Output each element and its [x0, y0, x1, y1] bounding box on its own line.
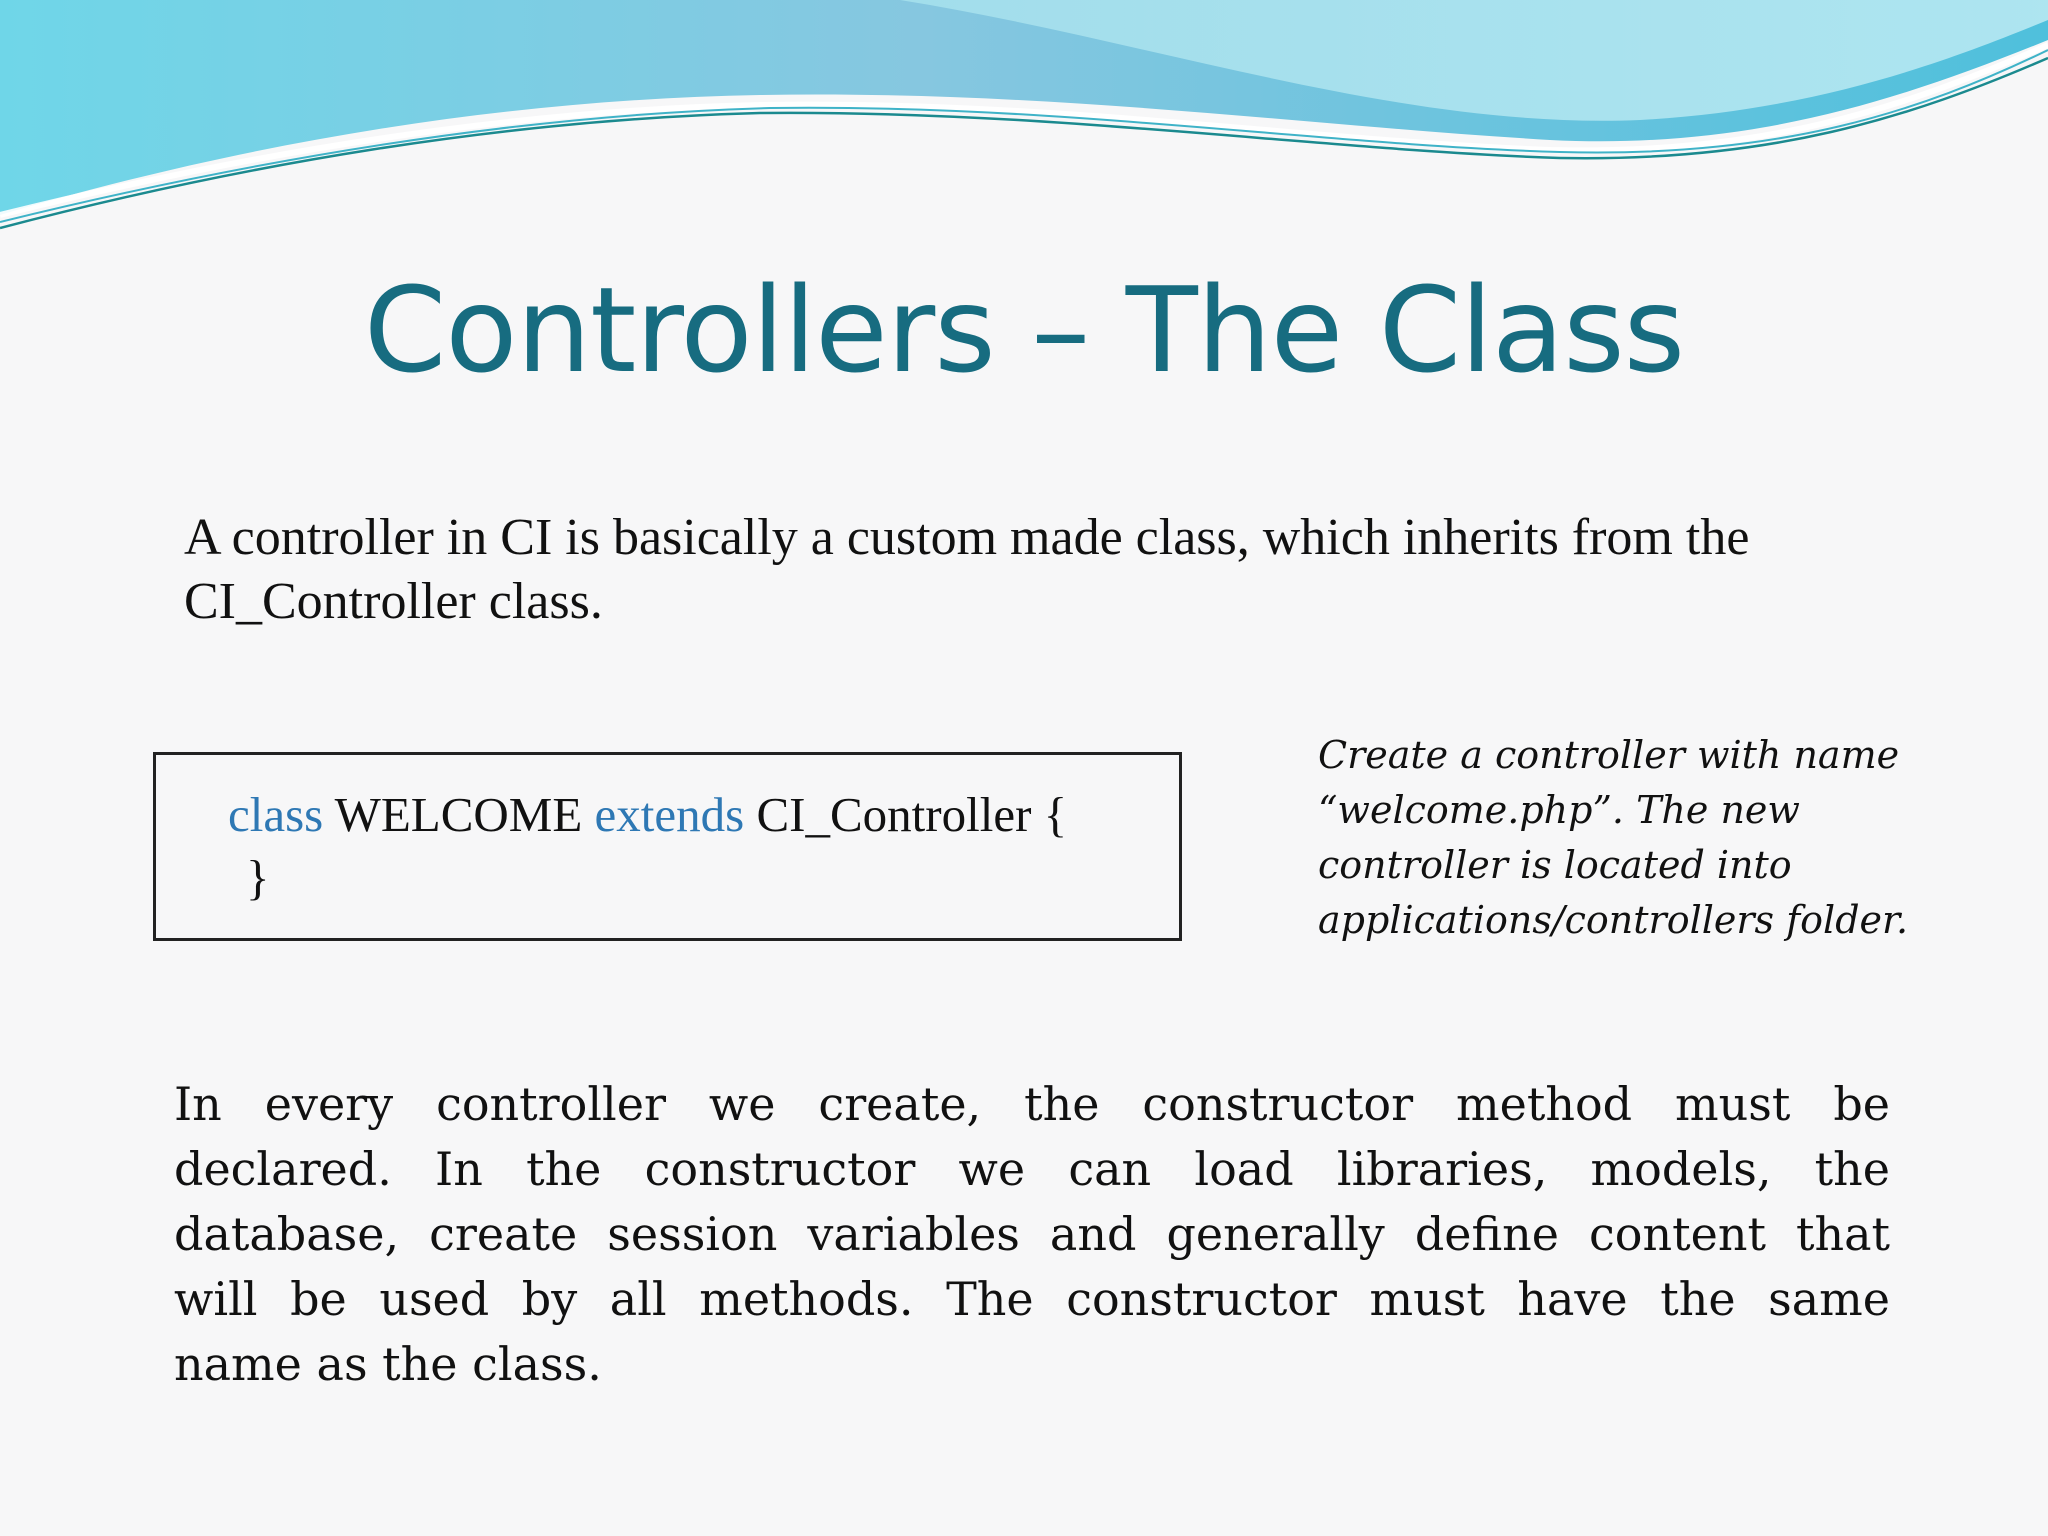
- intro-text: A controller in CI is basically a custom made class, which inherits from the CI_Controller class.: [184, 509, 1750, 630]
- side-note-line: “welcome.php”. The new: [1318, 788, 1800, 832]
- side-note: [1318, 728, 2008, 948]
- side-note-line: Create a controller with name: [1318, 733, 1900, 777]
- body-line: declared. In the constructor we can load libraries, models, the: [174, 1142, 1890, 1196]
- side-note-line: applications/controllers folder.: [1318, 898, 1909, 942]
- body-paragraph: [174, 1072, 1890, 1397]
- body-line: database, create session variables and generally define content that: [174, 1207, 1890, 1261]
- keyword-class: class: [228, 787, 324, 842]
- side-note-line: controller is located into: [1318, 843, 1792, 887]
- body-line: In every controller we create, the constructor method must be: [174, 1077, 1890, 1131]
- body-line: name as the class.: [174, 1337, 602, 1391]
- code-declaration-line: [228, 785, 1067, 845]
- slide-title: Controllers – The Class: [363, 261, 1685, 399]
- keyword-extends: extends: [594, 787, 745, 842]
- code-box: [153, 752, 1182, 941]
- body-line: will be used by all methods. The constructor must have the same: [174, 1272, 1890, 1326]
- code-class-name: WELCOME: [323, 787, 595, 842]
- code-parent-class: CI_Controller {: [744, 787, 1068, 842]
- header-wave-decoration: [0, 0, 2048, 240]
- code-closing-brace: }: [246, 850, 270, 905]
